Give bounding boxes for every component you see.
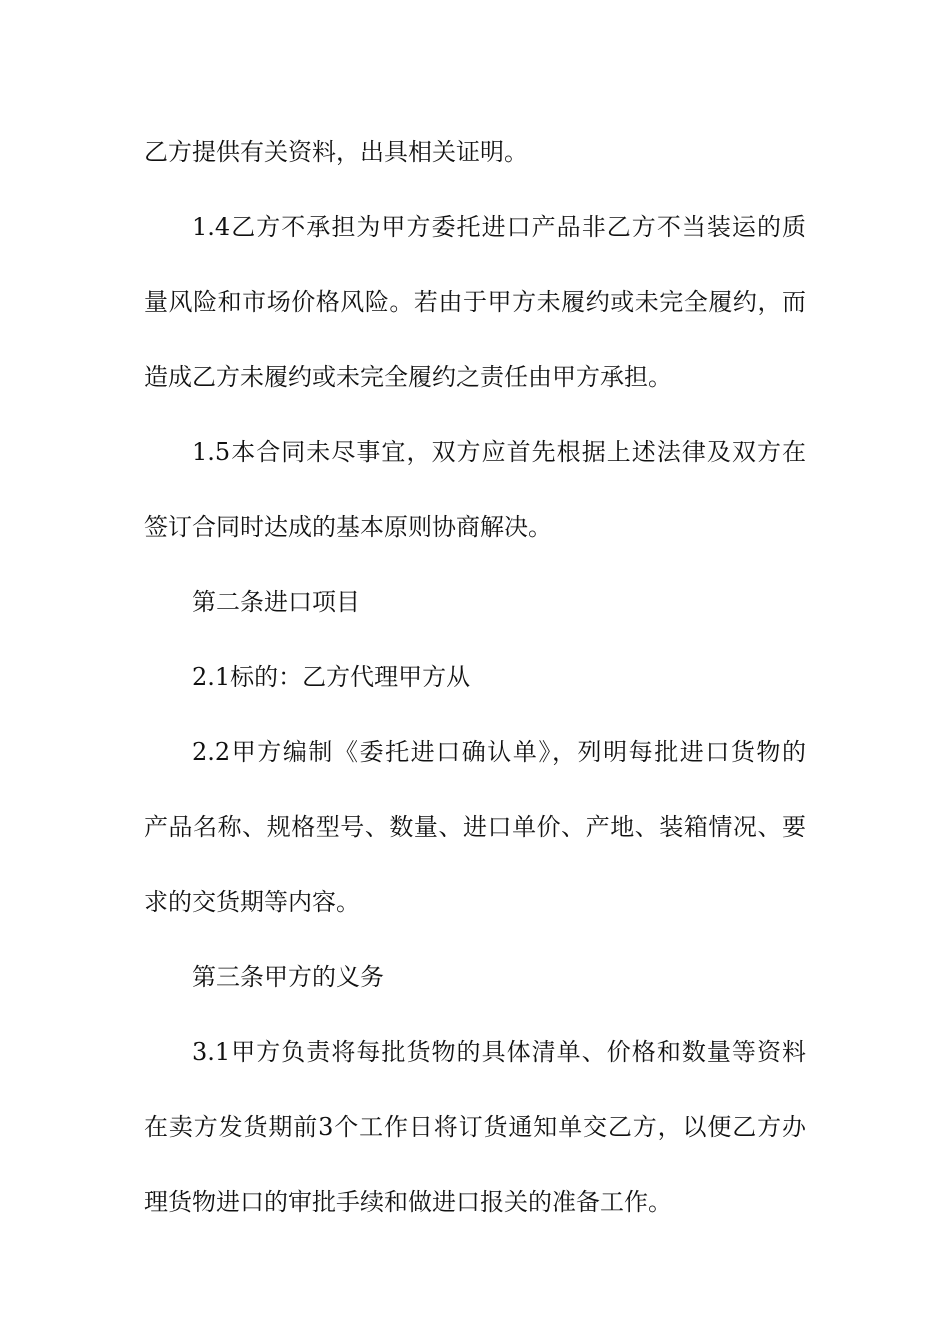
text-line-13: 3.1甲方负责将每批货物的具体清单、价格和数量等资料 <box>192 1038 806 1066</box>
text-line-3: 量风险和市场价格风险。若由于甲方未履约或未完全履约，而 <box>144 288 806 316</box>
document-body <box>144 128 806 1253</box>
text-line-9: 2.2甲方编制《委托进口确认单》，列明每批进口货物的 <box>192 738 806 766</box>
text-line-8: 2.1标的：乙方代理甲方从 <box>192 663 471 691</box>
text-line-5: 1.5本合同未尽事宜，双方应首先根据上述法律及双方在 <box>192 438 806 466</box>
text-line-1: 乙方提供有关资料，出具相关证明。 <box>144 138 528 166</box>
text-line-10: 产品名称、规格型号、数量、进口单价、产地、装箱情况、要 <box>144 813 806 841</box>
text-line-2: 1.4乙方不承担为甲方委托进口产品非乙方不当装运的质 <box>192 213 806 241</box>
section-heading-2: 第二条进口项目 <box>192 588 360 616</box>
text-line-15: 理货物进口的审批手续和做进口报关的准备工作。 <box>144 1188 672 1216</box>
text-line-6: 签订合同时达成的基本原则协商解决。 <box>144 513 552 541</box>
section-heading-3: 第三条甲方的义务 <box>192 963 384 991</box>
text-line-14: 在卖方发货期前3个工作日将订货通知单交乙方，以便乙方办 <box>144 1113 806 1141</box>
text-line-11: 求的交货期等内容。 <box>144 888 360 916</box>
text-line-4: 造成乙方未履约或未完全履约之责任由甲方承担。 <box>144 363 672 391</box>
